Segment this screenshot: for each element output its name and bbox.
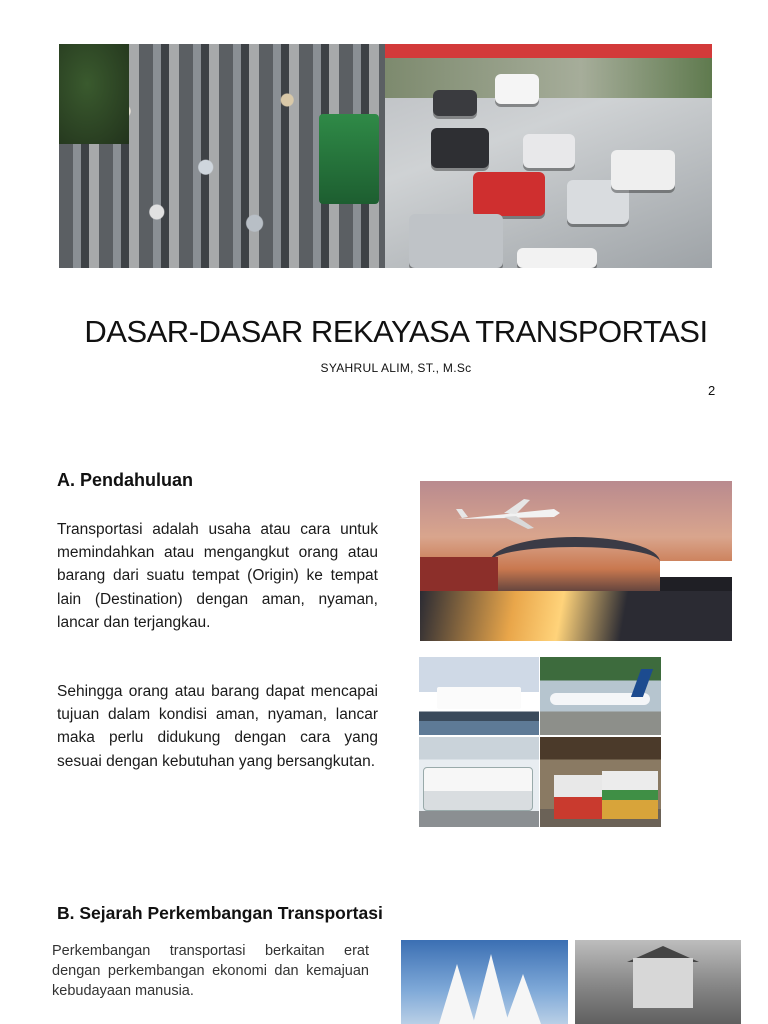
car xyxy=(433,90,477,116)
page-number: 2 xyxy=(708,383,716,398)
airplane-icon xyxy=(454,495,564,535)
car xyxy=(495,74,539,104)
airplane-photo xyxy=(540,657,661,735)
plane-tail xyxy=(631,669,653,697)
sailing-ship-photo xyxy=(401,940,568,1024)
bus xyxy=(423,767,533,811)
historic-transport-photo xyxy=(575,940,741,1024)
section-a-paragraph-1: Transportasi adalah usaha atau cara untuk memindahkan atau mengangkut orang atau barang dari suatu tempat (Origin) ke tempat lain (Destination) dengan aman, nyaman, lancar dan terjangkau. xyxy=(57,521,378,631)
passenger-ship-photo xyxy=(419,657,539,735)
car xyxy=(473,172,545,216)
traffic-jam-photo-left xyxy=(59,44,385,268)
section-a-heading: A. Pendahuluan xyxy=(57,470,194,490)
locomotive xyxy=(602,771,658,819)
car xyxy=(523,134,575,168)
slide-title: DASAR-DASAR REKAYASA TRANSPORTASI xyxy=(84,314,708,349)
traffic-road-photo-right xyxy=(385,44,712,268)
car xyxy=(611,150,675,190)
bus-photo xyxy=(419,737,539,827)
sail xyxy=(473,954,509,1024)
section-b-paragraph-1: Perkembangan transportasi berkaitan erat dengan perkembangan ekonomi dan kemajuan kebudayaan manusia. xyxy=(52,943,369,999)
multimodal-transport-photo xyxy=(420,481,732,641)
light-trail-road xyxy=(420,591,732,641)
house xyxy=(633,958,693,1008)
sail xyxy=(505,974,541,1024)
bridge xyxy=(490,537,660,587)
train-photo xyxy=(540,737,661,827)
locomotive xyxy=(554,775,602,819)
author-name: SYAHRUL ALIM, ST., M.Sc xyxy=(320,361,472,375)
car xyxy=(409,214,503,268)
red-awning xyxy=(385,44,712,58)
sail xyxy=(439,964,475,1024)
section-b-heading: B. Sejarah Perkembangan Transportasi xyxy=(57,903,383,923)
section-a-paragraph-2: Sehingga orang atau barang dapat mencapai tujuan dalam kondisi aman, nyaman, lancar maka perlu didukung dengan cara yang sesuai dengan kebutuhan yang bersangkutan. xyxy=(57,683,378,770)
car xyxy=(431,128,489,168)
car xyxy=(517,248,597,268)
ship-hull xyxy=(437,687,521,709)
